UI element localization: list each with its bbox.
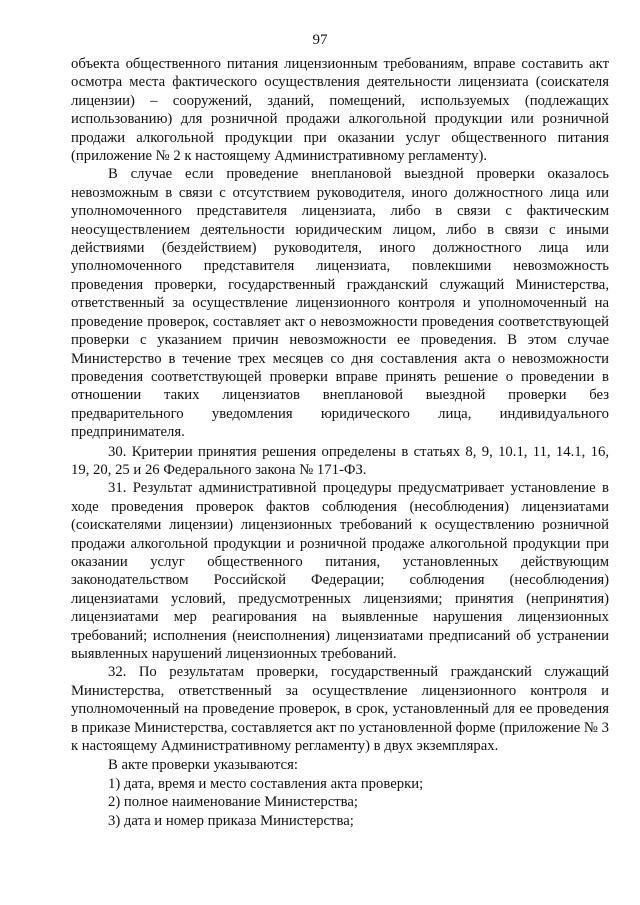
list-item: 1) дата, время и место составления акта проверки; [108, 775, 424, 792]
list-item: 3) дата и номер приказа Министерства; [108, 812, 354, 829]
list-item: 2) полное наименование Министерства; [108, 794, 358, 811]
page-number: 97 [312, 32, 328, 48]
paragraph-continuation: объекта общественного питания лицензионным требованиям, вправе составить акт осмотра места фактического осуществления деятельности лицензиата (соискателя лицензии) – сооружений, зданий, помещений, используемых (подлежащих использованию) для розничной продажи алкогольной продукции или розничной продажи алкогольной продукции при оказании услуг общественного питания (приложение № 2 к настоящему Административному регламенту). [71, 56, 609, 165]
list-intro: В акте проверки указываются: [108, 757, 298, 774]
paragraph-item-32: 32. По результатам проверки, государственный гражданский служащий Министерства, ответственный за осуществление лицензионного контроля и уполномоченный на проведение проверок, в срок, установленный для ее проведения в приказе Министерства, составляется акт по установленной форме (приложение № 3 к настоящему Административному регламенту) в двух экземплярах. [71, 664, 609, 755]
paragraph-item-31: 31. Результат административной процедуры предусматривает установление в ходе проведения проверок фактов соблюдения (несоблюдения) лицензиатами (соискателями лицензии) лицензионных требований к осуществлению розничной продажи алкогольной продукции и розничной продаже алкогольной продукции при оказании услуг общественного питания, установленных действующим законодательством Российской Федерации; соблюдения (несоблюдения) лицензиатами условий, предусмотренных лицензиями; принятия (непринятия) лицензиатами мер реагирования на выявленные нарушения лицензионных требований; исполнения (неисполнения) лицензиатами предписаний об устранении выявленных нарушений лицензионных требований. [71, 480, 609, 662]
document-body [71, 55, 609, 830]
paragraph-unscheduled-inspection: В случае если проведение внеплановой выездной проверки оказалось невозможным в связи с отсутствием руководителя, иного должностного лица или уполномоченного представителя лицензиата, либо в связи с фактическим неосуществлением деятельности юридическим лицом, либо в связи с иными действиями (бездействием) руководителя, иного должностного лица или уполномоченного представителя лицензиата, повлекшими невозможность проведения проверки, государственный гражданский служащий Министерства, ответственный за осуществление лицензионного контроля и уполномоченный на проведение проверок, составляет акт о невозможности проведения соответствующей проверки с указанием причин невозможности ее проведения. В этом случае Министерство в течение трех месяцев со дня составления акта о невозможности проведения соответствующей проверки вправе принять решение о проведении в отношении таких лицензиатов внеплановой выездной проверки без предварительного уведомления юридического лица, индивидуального предпринимателя. [71, 166, 609, 441]
paragraph-item-30: 30. Критерии принятия решения определены в статьях 8, 9, 10.1, 11, 14.1, 16, 19, 20, 25 и 26 Федерального закона № 171-ФЗ. [71, 443, 609, 478]
